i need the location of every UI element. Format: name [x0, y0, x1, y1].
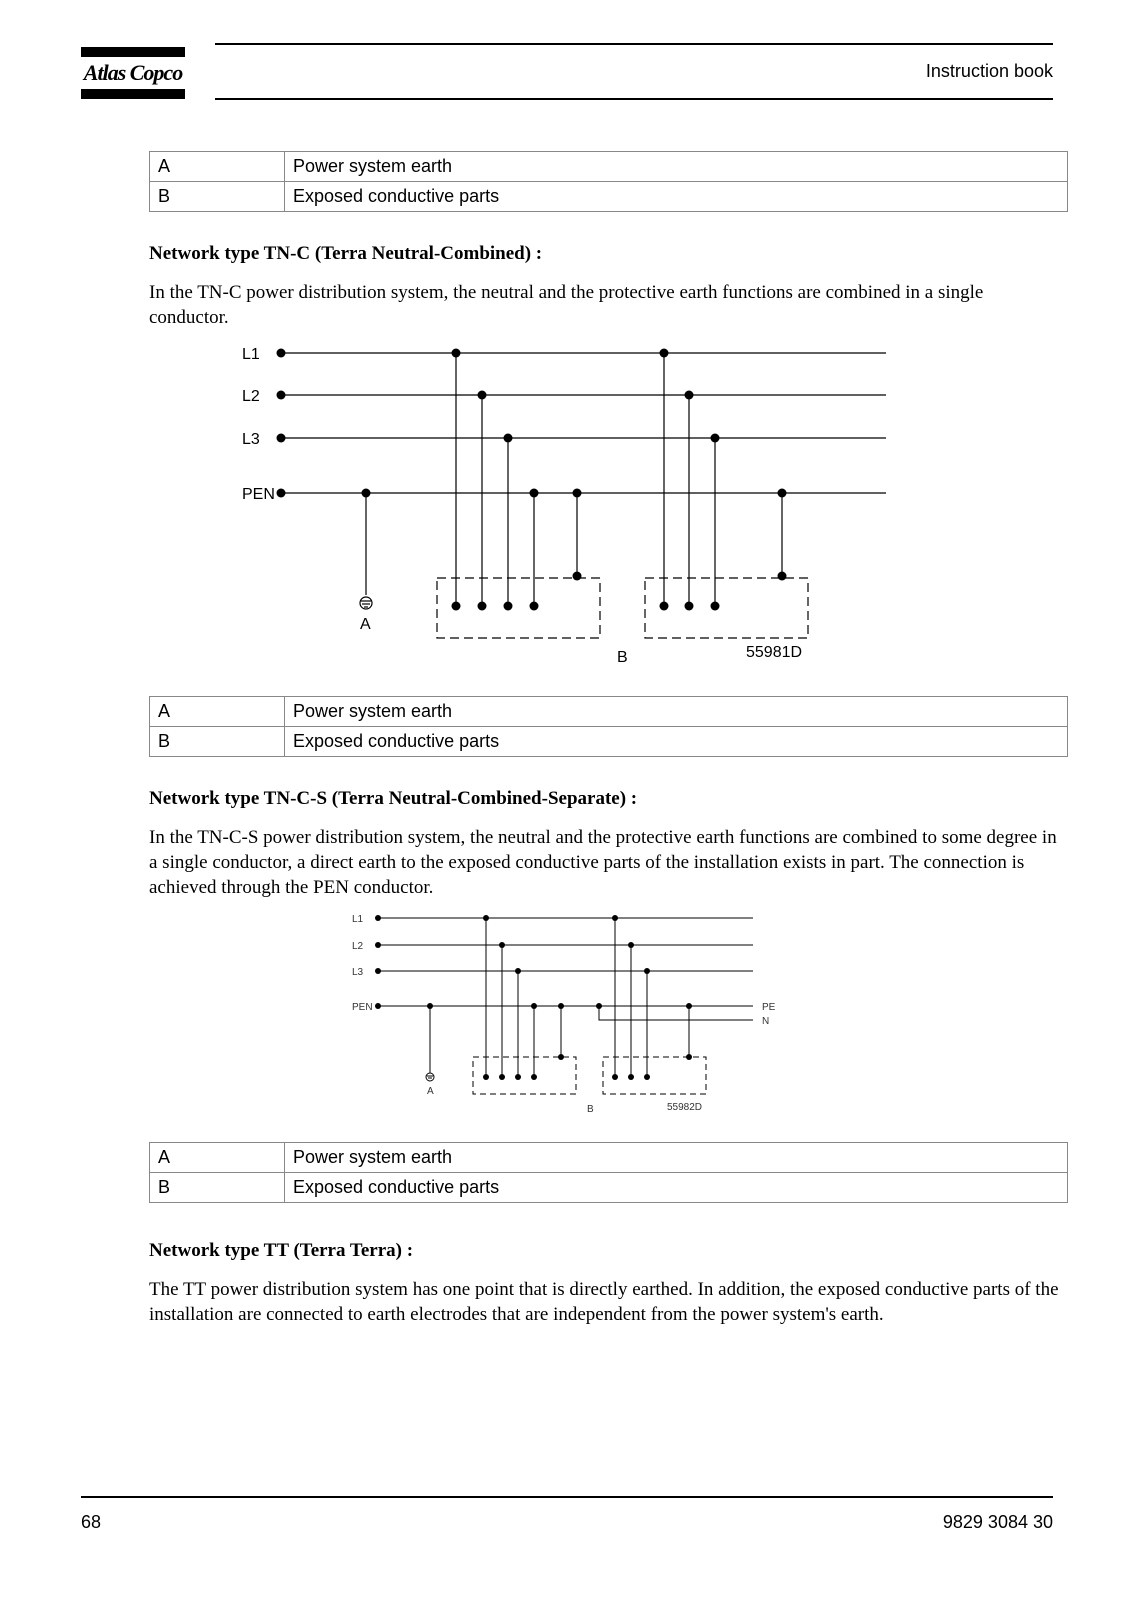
logo-bar-top	[81, 47, 185, 57]
tnc-heading: Network type TN-C (Terra Neutral-Combined) :	[149, 243, 543, 264]
tncs-label-pen: PEN	[352, 1002, 373, 1013]
tnc-label-l2: L2	[242, 388, 260, 405]
legend-row	[150, 1143, 1068, 1173]
tncs-label-n: N	[762, 1016, 770, 1027]
legend-key: B	[150, 727, 285, 757]
tncs-label-l3: L3	[352, 967, 364, 978]
legend-value: Exposed conductive parts	[285, 727, 1068, 757]
tncs-diagram	[0, 905, 1131, 1115]
tnc-label-l3: L3	[242, 431, 260, 448]
tncs-label-l2: L2	[352, 941, 364, 952]
legend-row	[150, 152, 1068, 182]
tnc-label-a: A	[360, 616, 371, 633]
tnc-label-b: B	[617, 649, 628, 666]
legend-table-1	[149, 151, 1068, 212]
footer-rule	[81, 1496, 1053, 1498]
legend-key: B	[150, 1173, 285, 1203]
legend-value: Exposed conductive parts	[285, 1173, 1068, 1203]
tncs-heading: Network type TN-C-S (Terra Neutral-Combined-Separate) :	[149, 788, 638, 809]
tncs-figure-code: 55982D	[667, 1102, 703, 1113]
tncs-label-a: A	[427, 1086, 434, 1097]
legend-row	[150, 697, 1068, 727]
legend-table-2	[149, 696, 1068, 757]
logo-bar-bottom	[81, 89, 185, 99]
legend-row	[150, 727, 1068, 757]
tncs-label-pe: PE	[762, 1002, 776, 1013]
legend-key: A	[150, 152, 285, 182]
legend-row	[150, 182, 1068, 212]
tnc-diagram	[0, 330, 1131, 675]
header-rule-bottom	[215, 98, 1053, 100]
legend-value: Power system earth	[285, 152, 1068, 182]
tncs-label-b: B	[587, 1104, 594, 1115]
header-rule-top	[215, 43, 1053, 45]
tnc-figure-code: 55981D	[746, 644, 803, 661]
legend-table-3	[149, 1142, 1068, 1203]
page-number: 68	[81, 1512, 102, 1532]
legend-value: Power system earth	[285, 1143, 1068, 1173]
tnc-paragraph: In the TN-C power distribution system, the neutral and the protective earth functions are combined in a single conductor.	[149, 282, 984, 328]
tnc-label-pen: PEN	[242, 486, 275, 503]
document-number: 9829 3084 30	[942, 1512, 1053, 1532]
header-title: Instruction book	[925, 61, 1053, 81]
legend-value: Power system earth	[285, 697, 1068, 727]
legend-key: B	[150, 182, 285, 212]
logo-wordmark: Atlas Copco	[83, 60, 183, 85]
tt-heading: Network type TT (Terra Terra) :	[149, 1240, 414, 1261]
legend-key: A	[150, 697, 285, 727]
atlas-copco-logo	[81, 47, 185, 99]
tncs-paragraph: In the TN-C-S power distribution system, the neutral and the protective earth functions are combined to some degree in a single conductor, a direct earth to the exposed conductive parts of the installation exists in part. The connection is achieved through the PEN conductor.	[149, 827, 1057, 898]
tnc-label-l1: L1	[242, 346, 260, 363]
tncs-label-l1: L1	[352, 914, 364, 925]
legend-value: Exposed conductive parts	[285, 182, 1068, 212]
legend-key: A	[150, 1143, 285, 1173]
legend-row	[150, 1173, 1068, 1203]
tt-paragraph: The TT power distribution system has one point that is directly earthed. In addition, the exposed conductive parts of the installation are connected to earth electrodes that are independent from the power system's earth.	[149, 1279, 1059, 1325]
